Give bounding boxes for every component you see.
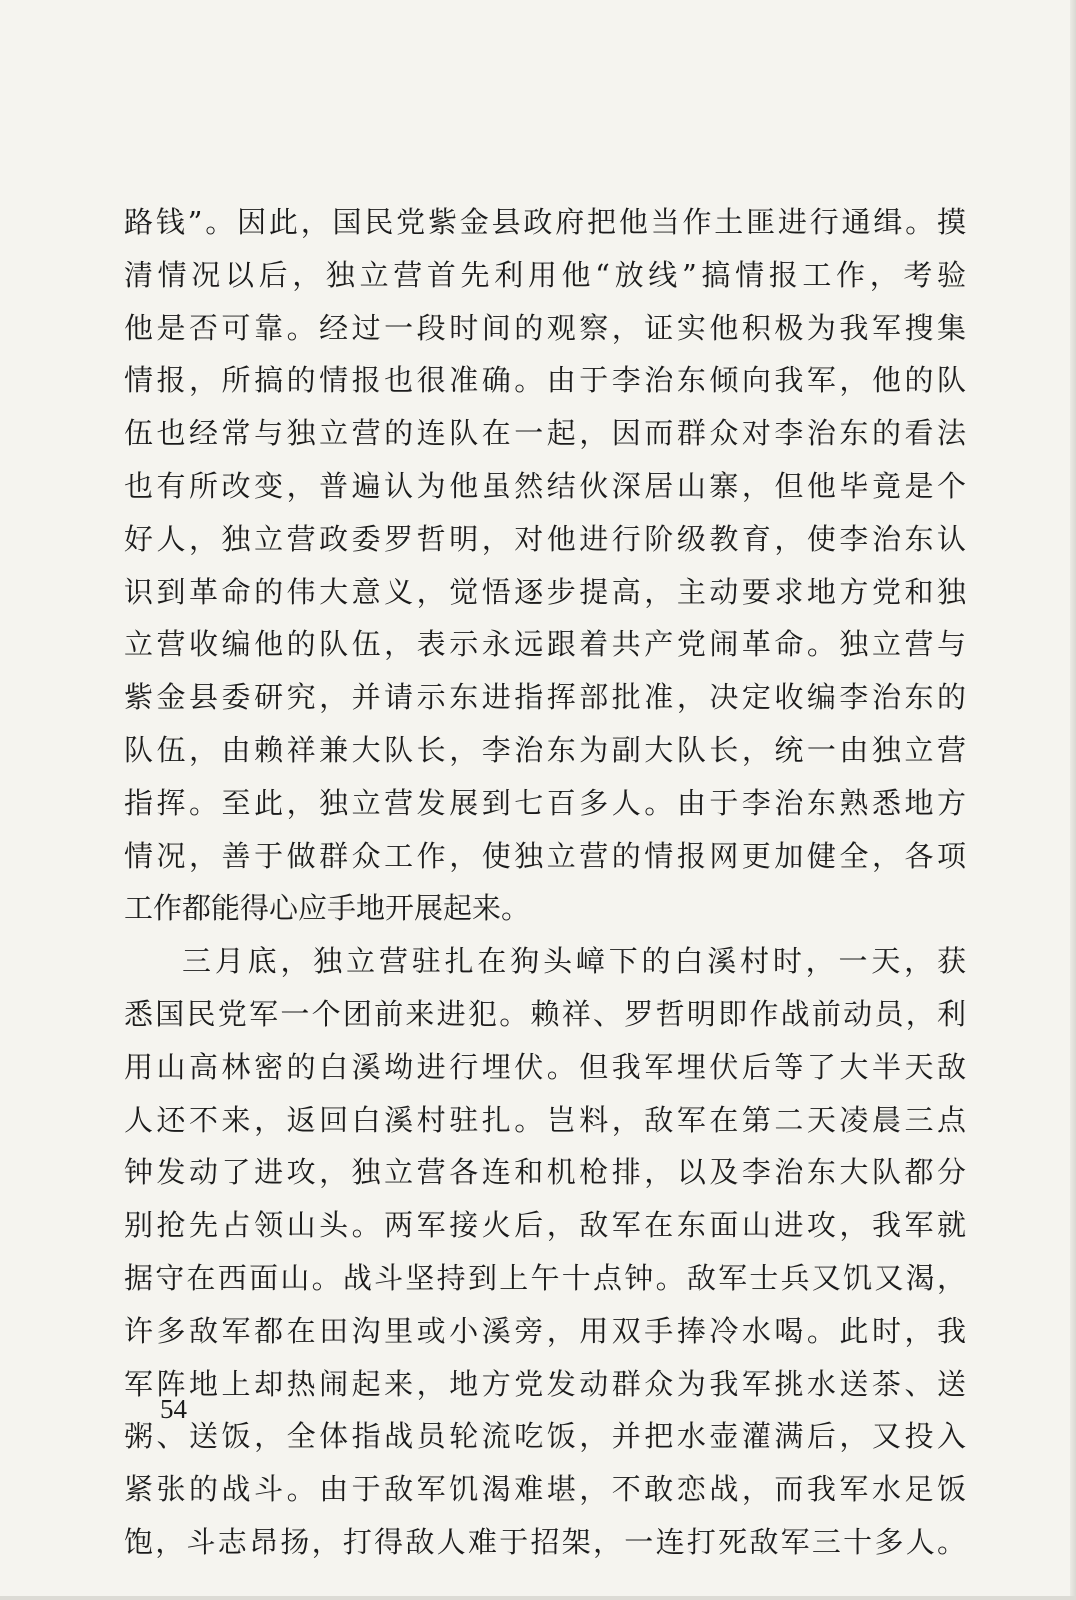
text-line: 路钱”。因此，国民党紫金县政府把他当作土匪进行通缉。摸 bbox=[124, 205, 966, 239]
text-line: 钟发动了进攻，独立营各连和机枪排，以及李治东大队都分 bbox=[124, 1155, 966, 1190]
text-line: 据守在西面山。战斗坚持到上午十点钟。敌军士兵又饥又渴， bbox=[124, 1260, 966, 1295]
text-line: 饱，斗志昂扬，打得敌人难于招架，一连打死敌军三十多人。 bbox=[124, 1524, 966, 1559]
text-line: 清情况以后，独立营首先利用他“放线”搞情报工作，考验 bbox=[124, 257, 966, 292]
text-line: 也有所改变，普遍认为他虽然结伙深居山寨，但他毕竟是个 bbox=[124, 468, 966, 503]
page-number: 54 bbox=[160, 1394, 187, 1424]
body-text bbox=[124, 196, 966, 1569]
paragraph-2 bbox=[124, 935, 966, 1569]
text-line: 许多敌军都在田沟里或小溪旁，用双手捧冷水喝。此时，我 bbox=[124, 1313, 966, 1348]
text-line: 识到革命的伟大意义，觉悟逐步提高，主动要求地方党和独 bbox=[124, 574, 966, 609]
text-line: 用山高林密的白溪坳进行埋伏。但我军埋伏后等了大半天敌 bbox=[124, 1049, 966, 1084]
text-line: 别抢先占领山头。两军接火后，敌军在东面山进攻，我军就 bbox=[124, 1208, 966, 1243]
paragraph-1 bbox=[124, 196, 966, 935]
scan-edge bbox=[0, 1596, 1076, 1600]
text-line: 他是否可靠。经过一段时间的观察，证实他积极为我军搜集 bbox=[124, 310, 966, 345]
text-line: 好人，独立营政委罗哲明，对他进行阶级教育，使李治东认 bbox=[124, 521, 966, 556]
text-line: 伍也经常与独立营的连队在一起，因而群众对李治东的看法 bbox=[124, 416, 966, 451]
text-line: 情况，善于做群众工作，使独立营的情报网更加健全，各项 bbox=[124, 838, 966, 873]
text-line: 军阵地上却热闹起来，地方党发动群众为我军挑水送茶、送 bbox=[124, 1366, 966, 1401]
text-line: 指挥。至此，独立营发展到七百多人。由于李治东熟悉地方 bbox=[124, 785, 966, 820]
text-line: 紧张的战斗。由于敌军饥渴难堪，不敢恋战，而我军水足饭 bbox=[124, 1472, 966, 1507]
text-line: 工作都能得心应手地开展起来。 bbox=[124, 891, 531, 926]
text-line: 队伍，由赖祥兼大队长，李治东为副大队长，统一由独立营 bbox=[124, 732, 966, 767]
text-line: 情报，所搞的情报也很准确。由于李治东倾向我军，他的队 bbox=[124, 363, 966, 398]
text-line: 粥、送饭，全体指战员轮流吃饭，并把水壶灌满后，又投入 bbox=[124, 1419, 966, 1454]
text-line: 三月底，独立营驻扎在狗头嶂下的白溪村时，一天，获 bbox=[182, 944, 966, 979]
text-line: 人还不来，返回白溪村驻扎。岂料，敌军在第二天凌晨三点 bbox=[124, 1102, 966, 1137]
text-line: 紫金县委研究，并请示东进指挥部批准，决定收编李治东的 bbox=[124, 680, 966, 715]
text-line: 立营收编他的队伍，表示永远跟着共产党闹革命。独立营与 bbox=[124, 627, 966, 662]
text-line: 悉国民党军一个团前来进犯。赖祥、罗哲明即作战前动员，利 bbox=[124, 996, 966, 1031]
scan-edge bbox=[1070, 0, 1076, 1600]
